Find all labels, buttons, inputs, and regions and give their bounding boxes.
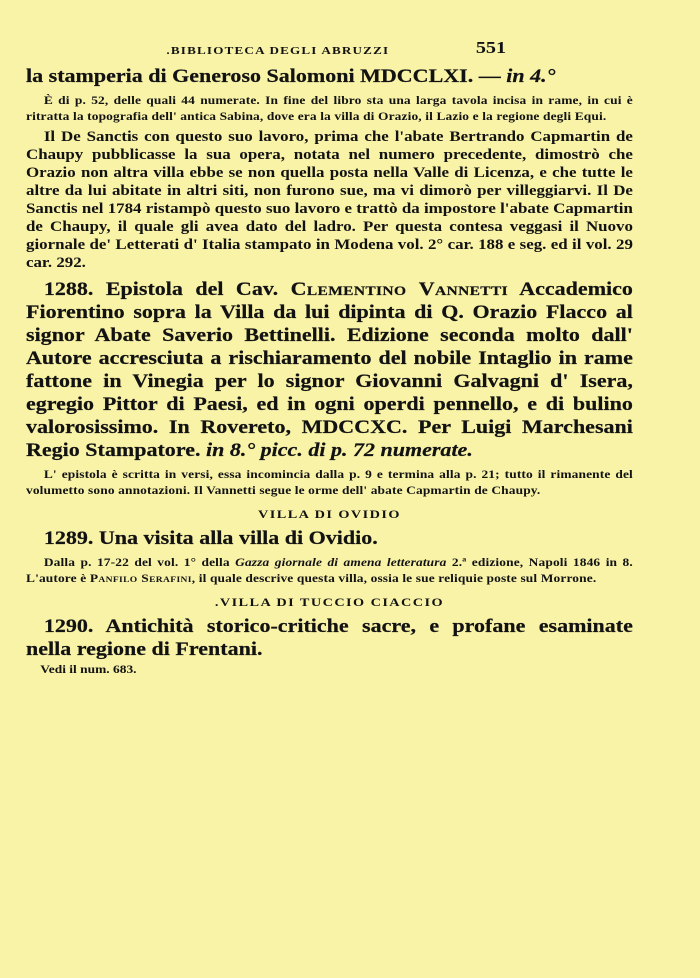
entry-text: Una visita alla villa di Ovidio.	[98, 529, 378, 549]
entry-text: Accademico Fiorentino sopra la Villa da lui dipinta di Q. Orazio Flacco al signor Abate Saverio Bettinelli. Edizione seconda molto dall' Autore accresciuta a rischiaramento del nobile Intaglio in rame fattone in Vinegia per lo signor Giovanni Galvagni d' Isera, egregio Pittor di Paesi, ed in ogni operdi pennello, e di bulino valorosissimo. In Rovereto, MDCCXC. Per Luigi Marchesani Regio Stampatore.	[26, 280, 633, 461]
bibliographic-note: È di p. 52, delle quali 44 numerate. In fine del libro sta una larga tavola incisa in rame, in cui è ritratta la topografia dell' antica Sabina, dove era la villa di Orazio, il Lazio e la regione degli Equi.	[26, 95, 633, 123]
page-number: 551	[475, 38, 507, 57]
running-title: .BIBLIOTECA DEGLI ABRUZZI	[166, 45, 390, 57]
note-author: Panfilo Serafini	[89, 573, 192, 585]
entry-number: 1290.	[43, 617, 94, 637]
entry-note: L' epistola è scritta in versi, essa incomincia dalla p. 9 e termina alla p. 21; tutto il rimanente del volumetto sono annotazioni. Il Vannetti segue le orme dell' abate Capmartin de Chaupy.	[26, 469, 633, 497]
running-head	[26, 36, 633, 66]
entry-note-text: 2.ª edizione, Napoli 1846 in 8. L'autore è	[26, 557, 633, 585]
entry-1289	[26, 528, 633, 551]
section-heading: .VILLA DI TUCCIO CIACCIO	[214, 595, 445, 609]
entry-text: Antichità storico-critiche sacre, e profane esaminate nella regione di Frentani.	[26, 617, 633, 660]
entry-1290	[26, 616, 633, 662]
book-page	[26, 36, 633, 678]
section-heading: VILLA DI OVIDIO	[258, 507, 401, 521]
entry-format: in 8.° picc. di p. 72 numerate.	[205, 441, 473, 461]
see-also-reference: Vedi il num. 683.	[40, 664, 137, 676]
continued-entry-format: in 4.°	[506, 67, 556, 87]
commentary-paragraph: Il De Sanctis con questo suo lavoro, prima che l'abate Bertrando Capmartin de Chaupy pubblicasse la sua opera, notata nel numero precedente, dimostrò che Orazio non altra villa ebbe se non quella posta nella Valle di Licenza, e che tutte le altre da lui abitate in altri siti, non furono sue, ma vi dimorò per villeggiarvi. Il De Sanctis nel 1784 ristampò questo suo lavoro e trattò da impostore l'abate Capmartin de Chaupy, il quale gli avea dato del ladro. Per questa contesa veggasi il Nuovo giornale de' Letterati d' Italia stampato in Modena vol. 2° car. 188 e seg. ed il vol. 29 car. 292.	[26, 129, 633, 271]
entry-note-text: Dalla p. 17-22 del vol. 1° della	[43, 557, 230, 569]
continued-entry	[26, 66, 633, 89]
entry-number: 1289.	[43, 529, 94, 549]
entry-number: 1288.	[43, 280, 94, 300]
entry-author: Clementino Vannetti	[290, 280, 509, 300]
entry-1288	[26, 279, 633, 463]
periodical-title: Gazza giornale di amena letteratura	[235, 557, 447, 569]
entry-note	[26, 555, 633, 587]
entry-text: Epistola del Cav.	[105, 280, 279, 300]
continued-entry-text: la stamperia di Generoso Salomoni MDCCLXI. —	[26, 67, 501, 87]
entry-note-text: , il quale descrive questa villa, ossia le sue reliquie poste sul Morrone.	[191, 573, 597, 585]
